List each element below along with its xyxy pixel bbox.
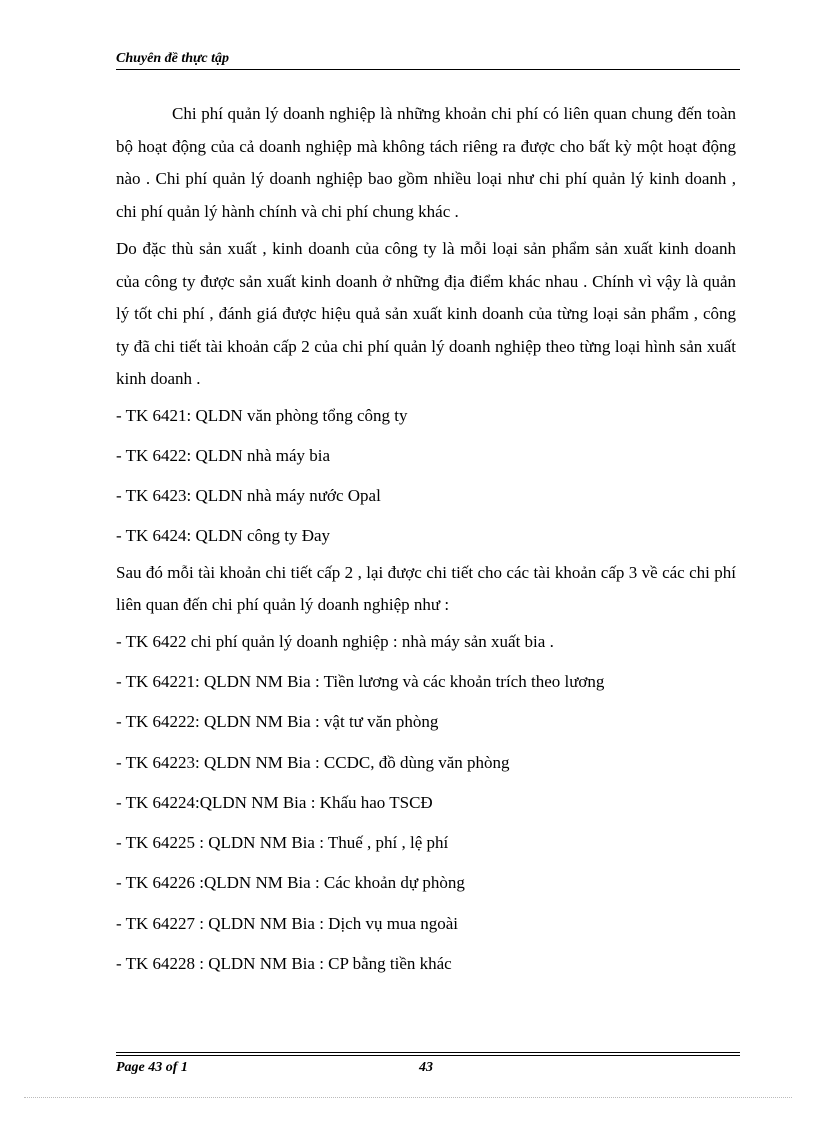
list-item: - TK 6423: QLDN nhà máy nước Opal (116, 486, 381, 506)
document-body (116, 98, 736, 984)
account-list-level3 (116, 622, 736, 985)
footer-rule (116, 1052, 740, 1053)
list-item: - TK 6424: QLDN công ty Đay (116, 526, 331, 546)
footer-page-label: Page 43 of 1 (116, 1060, 188, 1075)
page-header (116, 50, 740, 70)
list-item: - TK 64225 : QLDN NM Bia : Thuế , phí , lệ phí (116, 833, 449, 853)
header-title: Chuyên đề thực tập (116, 51, 230, 66)
list-item: - TK 64224:QLDN NM Bia : Khấu hao TSCĐ (116, 792, 433, 812)
list-item: - TK 6422: QLDN nhà máy bia (116, 445, 331, 465)
paragraph-intro: Chi phí quản lý doanh nghiệp là những khoản chi phí có liên quan chung đến toàn bộ hoạt động của cả doanh nghiệp mà không tách riêng ra được cho bất kỳ một hoạt động nào . Chi phí quản lý doanh nghiệp bao gồm nhiều loại như chi phí quản lý kinh doanh , chi phí quản lý hành chính và chi phí chung khác . (116, 104, 736, 221)
list-item: - TK 64227 : QLDN NM Bia : Dịch vụ mua ngoài (116, 913, 459, 933)
account-list-level2 (116, 396, 736, 557)
paragraph-level3-intro: Sau đó mỗi tài khoản chi tiết cấp 2 , lại được chi tiết cho các tài khoản cấp 3 về các chi phí liên quan đến chi phí quản lý doanh nghiệp như : (116, 562, 736, 615)
header-rule (116, 69, 740, 70)
list-item: - TK 6421: QLDN văn phòng tổng công ty (116, 405, 408, 425)
list-item: - TK 64223: QLDN NM Bia : CCDC, đồ dùng văn phòng (116, 752, 510, 772)
footer-page-number: 43 (419, 1060, 433, 1075)
list-item: - TK 6422 chi phí quản lý doanh nghiệp : nhà máy sản xuất bia . (116, 631, 554, 651)
list-item: - TK 64226 :QLDN NM Bia : Các khoản dự phòng (116, 873, 465, 893)
list-item: - TK 64222: QLDN NM Bia : vật tư văn phòng (116, 712, 439, 732)
page-edge-divider (24, 1097, 792, 1098)
list-item: - TK 64228 : QLDN NM Bia : CP bằng tiền khác (116, 954, 452, 974)
list-item: - TK 64221: QLDN NM Bia : Tiền lương và các khoản trích theo lương (116, 671, 605, 691)
page-footer (116, 1052, 740, 1076)
paragraph-detail: Do đặc thù sản xuất , kinh doanh của công ty là mỗi loại sản phẩm sản xuất kinh doanh của công ty được sản xuất kinh doanh ở những địa điểm khác nhau . Chính vì vậy là quản lý tốt chi phí , đánh giá được hiệu quả sản xuất kinh doanh của từng loại sản phẩm , công ty đã chi tiết tài khoản cấp 2 của chi phí quản lý doanh nghiệp theo từng loại hình sản xuất kinh doanh . (116, 239, 736, 388)
